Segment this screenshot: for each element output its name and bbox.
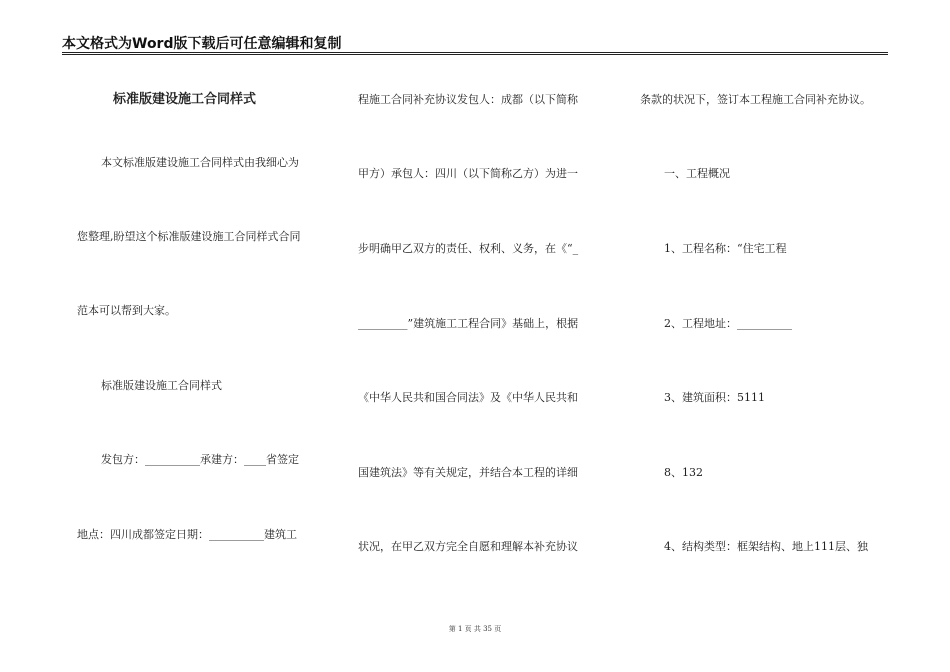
col1-line-3: 范本可以帮到大家。 [77, 304, 176, 317]
col3-line-6: 8、132 [664, 466, 703, 479]
col3-line-7: 4、结构类型：框架结构、地上111层、独 [664, 540, 868, 553]
col3-line-2: 一、工程概况 [664, 167, 730, 180]
col2-line-3: 步明确甲乙双方的责任、权利、义务，在《“_ [358, 242, 579, 255]
col1-line-6: 地点：四川成都签定日期：__________建筑工 [77, 528, 297, 541]
col3-line-3: 1、工程名称：“住宅工程 [664, 242, 787, 255]
col3-line-5: 3、建筑面积：5111 [664, 391, 765, 404]
col3-line-4: 2、工程地址：__________ [664, 317, 792, 330]
page-number: 第 1 页 共 35 页 [448, 625, 502, 633]
col2-line-4: _________”建筑施工工程合同》基础上，根据 [358, 317, 579, 330]
col2-line-5: 《中华人民共和国合同法》及《中华人民共和 [358, 391, 578, 404]
document-title: 标准版建设施工合同样式 [113, 92, 257, 107]
col2-line-7: 状况，在甲乙双方完全自愿和理解本补充协议 [358, 540, 578, 553]
col2-line-1: 程施工合同补充协议发包人：成都（以下简称 [358, 93, 578, 106]
col1-line-1: 本文标准版建设施工合同样式由我细心为 [101, 156, 299, 169]
col2-line-2: 甲方）承包人：四川（以下简称乙方）为进一 [358, 167, 578, 180]
col1-line-5: 发包方：__________承建方：____省签定 [101, 453, 299, 466]
col1-line-2: 您整理,盼望这个标准版建设施工合同样式合同 [77, 230, 301, 243]
header-rule-bottom [62, 54, 888, 55]
document-banner: 本文格式为Word版下载后可任意编辑和复制 [62, 36, 342, 52]
col3-line-1: 条款的状况下，签订本工程施工合同补充协议。 [640, 93, 871, 106]
col2-line-6: 国建筑法》等有关规定，并结合本工程的详细 [358, 466, 578, 479]
col1-line-4: 标准版建设施工合同样式 [101, 379, 222, 392]
header-rule-top [62, 52, 888, 53]
